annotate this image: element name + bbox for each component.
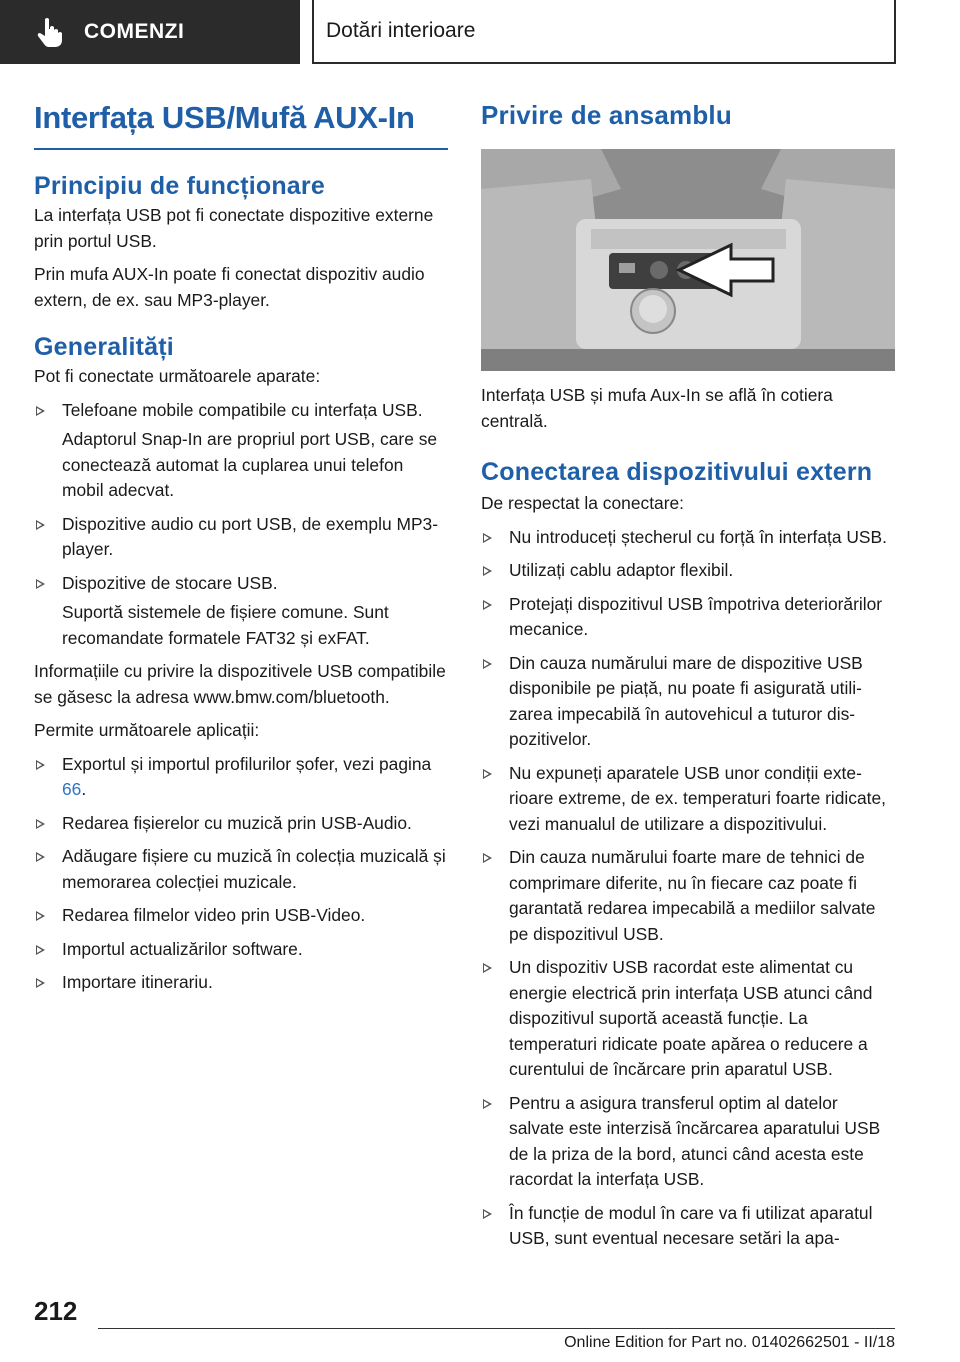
paragraph: Permite următoarele aplicații:: [34, 720, 260, 740]
page-number: 212: [34, 1296, 78, 1326]
triangle-bullet-icon: [36, 760, 45, 770]
triangle-bullet-icon: [36, 945, 45, 955]
triangle-bullet-icon: [483, 1099, 492, 1109]
triangle-bullet-icon: [36, 819, 45, 829]
heading-principle: Principiu de funcționare: [34, 172, 325, 200]
triangle-bullet-icon: [483, 769, 492, 779]
paragraph: Prin mufa AUX-In poate fi conectat dispozitiv audio extern, de ex. sau MP3-player.: [34, 264, 425, 310]
triangle-bullet-icon: [36, 406, 45, 416]
paragraph: Informațiile cu privire la dispozitivele USB compatibile se găsesc la adresa www.bmw.com/bluetooth.: [34, 661, 446, 707]
chapter-tab: [312, 0, 896, 64]
list-item: Nu expuneți aparatele USB unor condiții exterioare extreme, de ex. temperaturi foarte ridicate, vezi manualul de utilizare a dispozitivului.: [481, 761, 897, 838]
list-item: Importare itinerariu.: [34, 970, 448, 996]
footer-edition: Online Edition for Part no. 01402662501 - II/18: [564, 1334, 895, 1351]
triangle-bullet-icon: [36, 852, 45, 862]
device-list: [34, 398, 448, 652]
triangle-bullet-icon: [483, 853, 492, 863]
list-item: Telefoane mobile compatibile cu interfața USB. Adaptorul Snap-In are propriul port USB, care se conectează automat la cuplarea unui telefon mobil adecvat.: [34, 398, 448, 504]
list-item: Dispozitive de stocare USB. Suportă sistemele de fișiere comune. Sunt recomandate formatele FAT32 și exFAT.: [34, 571, 448, 652]
list-item: Un dispozitiv USB racordat este alimentat cu energie electrică prin interfața USB atunci când dispozitivul suportă această funcție. La temperaturi ridicate poate apărea o reducere a curentului de încărcare prin aparatul USB.: [481, 955, 897, 1083]
triangle-bullet-icon: [36, 911, 45, 921]
triangle-bullet-icon: [483, 600, 492, 610]
paragraph: De respectat la conectare:: [481, 493, 684, 513]
list-item: Utilizați cablu adaptor flexibil.: [481, 558, 897, 584]
page-title: Interfața USB/Mufă AUX-In: [34, 100, 448, 150]
triangle-bullet-icon: [483, 659, 492, 669]
section-tab[interactable]: [0, 0, 300, 64]
triangle-bullet-icon: [36, 520, 45, 530]
paragraph: La interfața USB pot fi conectate dispozitive externe prin portul USB.: [34, 205, 434, 251]
footer-divider: [98, 1328, 895, 1329]
triangle-bullet-icon: [36, 978, 45, 988]
triangle-bullet-icon: [483, 533, 492, 543]
page-header: [0, 0, 960, 66]
application-list: [34, 752, 448, 996]
list-item: Protejați dispozitivul USB împotriva deteriorărilor mecanice.: [481, 592, 897, 643]
paragraph: Pot fi conectate următoarele aparate:: [34, 366, 321, 386]
photo-caption: Interfața USB și mufa Aux-In se află în cotiera centrală.: [481, 385, 833, 431]
triangle-bullet-icon: [483, 566, 492, 576]
chapter-label: Dotări interioare: [326, 19, 476, 42]
triangle-bullet-icon: [483, 963, 492, 973]
list-item: Din cauza numărului mare de dispozitive USB disponibile pe piață, nu poate fi asigurată utilizarea impecabilă în autovehicul a tuturor dispozitivelor.: [481, 651, 897, 753]
list-item: În funcție de modul în care va fi utilizat aparatul USB, sunt eventual necesare setări la apa-: [481, 1201, 897, 1252]
heading-general: Generalități: [34, 333, 174, 361]
triangle-bullet-icon: [483, 1209, 492, 1219]
list-item: Redarea fișierelor cu muzică prin USB-Audio.: [34, 811, 448, 837]
list-item: Pentru a asigura transferul optim al datelor salvate este interzisă încărcarea aparatului USB de la priza de la bord, atunci când acesta este racordat la interfața USB.: [481, 1091, 897, 1193]
left-column: [34, 100, 448, 1004]
list-item: Nu introduceți ștecherul cu forță în interfața USB.: [481, 525, 897, 551]
list-item: Adăugare fișiere cu muzică în colecția muzicală și memorarea colecției muzicale.: [34, 844, 448, 895]
heading-overview: Privire de ansamblu: [481, 100, 732, 130]
list-item: Dispozitive audio cu port USB, de exemplu MP3-player.: [34, 512, 448, 563]
armrest-usb-photo: [481, 149, 895, 371]
section-label: COMENZI: [84, 20, 185, 43]
heading-connect: Conectarea dispozitivului extern: [481, 458, 873, 486]
right-column: [481, 100, 897, 1260]
usb-aux-illustration: [481, 149, 895, 371]
list-item: Exportul și importul profilurilor șofer, vezi pagina 66.: [34, 752, 448, 803]
list-item: Din cauza numărului foarte mare de tehnici de comprimare diferite, nu în fiecare caz poate fi garantată redarea impecabilă a mediilor salvate pe dispozitivul USB.: [481, 845, 897, 947]
list-item: Redarea filmelor video prin USB-Video.: [34, 903, 448, 929]
connection-notes-list: [481, 525, 897, 1252]
page-link[interactable]: 66: [62, 779, 82, 799]
hand-pointer-icon: [36, 17, 64, 47]
triangle-bullet-icon: [36, 579, 45, 589]
list-item: Importul actualizărilor software.: [34, 937, 448, 963]
